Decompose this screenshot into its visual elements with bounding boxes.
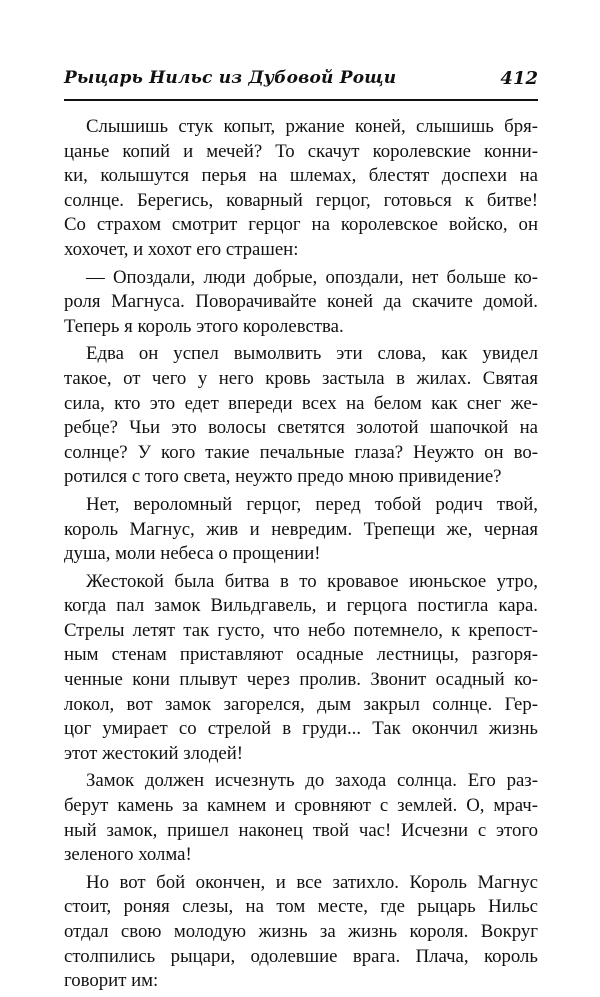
running-head [64,68,538,94]
text-line: ченные кони плывут через пролив. Звонит осадный ко- [64,669,538,691]
text-line: Стрелы летят так густо, что небо потемнело, к крепост- [64,619,538,641]
text-line: солнце. Берегись, коварный герцог, готовься к битве! [64,189,538,211]
text-line: такое, от чего у него кровь застыла в жилах. Святая [64,367,538,389]
text-line: берут камень за камнем и сровняют с землей. О, мрач- [64,795,538,817]
text-line: Но вот бой окончен, и все затихло. Король Магнус [86,871,538,893]
text-line: роля Магнуса. Поворачивайте коней да скачите домой. [64,291,538,313]
text-line: солнце? У кого такие печальные глаза? Неужто он во- [64,441,538,463]
paragraph [64,871,538,994]
text-line: зеленого холма! [64,844,192,866]
text-line: стоит, роняя слезы, на том месте, где рыцарь Нильс [64,896,538,918]
text-line: этот жестокий злодей! [64,742,244,764]
paragraph [64,266,538,340]
header-rule [64,99,538,101]
text-line: говорит им: [64,970,159,992]
paragraph [64,493,538,567]
text-line: Жестокой была битва в то кровавое июньское утро, [86,570,538,592]
paragraph [64,342,538,490]
text-line: душа, моли небеса о прощении! [64,543,321,565]
text-line: локол, вот замок загорелся, дым закрыл солнце. Гер- [64,693,538,715]
text-line: Едва он успел вымолвить эти слова, как увидел [86,343,538,365]
text-line: Слышишь стук копыт, ржание коней, слышишь бря- [86,116,538,137]
text-line: хохочет, и хохот его страшен: [64,238,299,260]
text-line: Теперь я король этого королевства. [64,315,344,337]
text-line: цанье копий и мечей? То скачут королевские конни- [64,140,538,162]
text-line: ки, колышутся перья на шлемах, блестят доспехи на [64,165,538,187]
text-line: — Опоздали, люди добрые, опоздали, нет больше ко- [86,266,538,288]
text-line: когда пал замок Вильдгавель, и герцога постигла кара. [64,595,538,617]
paragraph [64,115,538,263]
text-line: Замок должен исчезнуть до захода солнца. Его раз- [86,770,538,792]
paragraph [64,769,538,867]
text-line: Нет, вероломный герцог, перед тобой родич твой, [86,493,538,515]
page-number: 412 [500,68,538,89]
text-line: сила, кто это едет впереди всех на белом как снег же- [64,392,538,414]
text-line: король Магнус, жив и невредим. Трепещи же, черная [64,518,538,540]
text-line: Со страхом смотрит герцог на королевское войско, он [64,214,538,236]
text-line: ребце? Чьи это волосы светятся золотой шапочкой на [64,417,538,439]
text-line: ротился с того света, неужто предо мною привидение? [64,466,502,488]
text-line: отдал свою молодую жизнь за жизнь короля. Вокруг [64,921,538,942]
text-line: цог умирает со стрелой в груди... Так окончил жизнь [64,718,538,740]
book-title: Рыцарь Нильс из Дубовой Рощи [64,68,397,88]
text-line: столпились рыцари, одолевшие врага. Плача, король [64,945,538,967]
paragraph [64,570,538,767]
text-line: ный замок, пришел наконец твой час! Исчезни с этого [64,819,538,841]
text-line: ным стенам приставляют осадные лестницы, разгоря- [64,644,538,666]
body-text [64,115,538,997]
